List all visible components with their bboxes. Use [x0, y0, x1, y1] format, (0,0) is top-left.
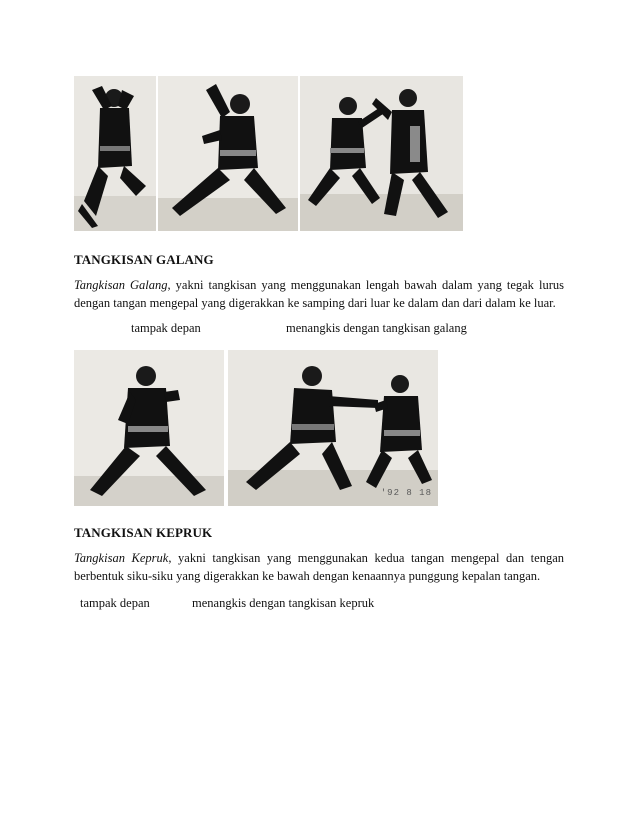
term-galang: Tangkisan Galang — [74, 278, 168, 292]
photo-galang-block — [300, 76, 463, 231]
photo-kepruk-stance — [74, 350, 224, 506]
photo-galang-stance-1 — [74, 76, 156, 231]
caption-kepruk-right: menangkis dengan tangkisan kepruk — [192, 596, 375, 610]
paragraph-kepruk-text: , yakni tangkisan yang menggunakan kedua tangan mengepal dan tengan berbentuk siku-siku yang digerakkan ke bawah dengan kenaannya punggung kepalan tangan. — [74, 551, 564, 583]
section-heading-kepruk: TANGKISAN KEPRUK — [74, 525, 213, 540]
term-kepruk: Tangkisan Kepruk — [74, 551, 169, 565]
photo-kepruk-block — [228, 350, 438, 506]
photo-date-stamp: '92 8 18 — [380, 488, 432, 498]
paragraph-kepruk — [74, 549, 564, 585]
caption-kepruk-left: tampak depan — [80, 596, 150, 610]
section-heading-galang: TANGKISAN GALANG — [74, 252, 214, 267]
paragraph-galang — [74, 276, 564, 312]
photo-galang-stance-2 — [158, 76, 298, 231]
paragraph-galang-text: , yakni tangkisan yang menggunakan lengah bawah dalam yang tegak lurus dengan tangan mengepal yang digerakkan ke samping dari luar ke dalam dan dari dalam ke luar. — [74, 278, 564, 310]
caption-galang-left: tampak depan — [131, 321, 201, 335]
caption-galang-right: menangkis dengan tangkisan galang — [286, 321, 467, 335]
